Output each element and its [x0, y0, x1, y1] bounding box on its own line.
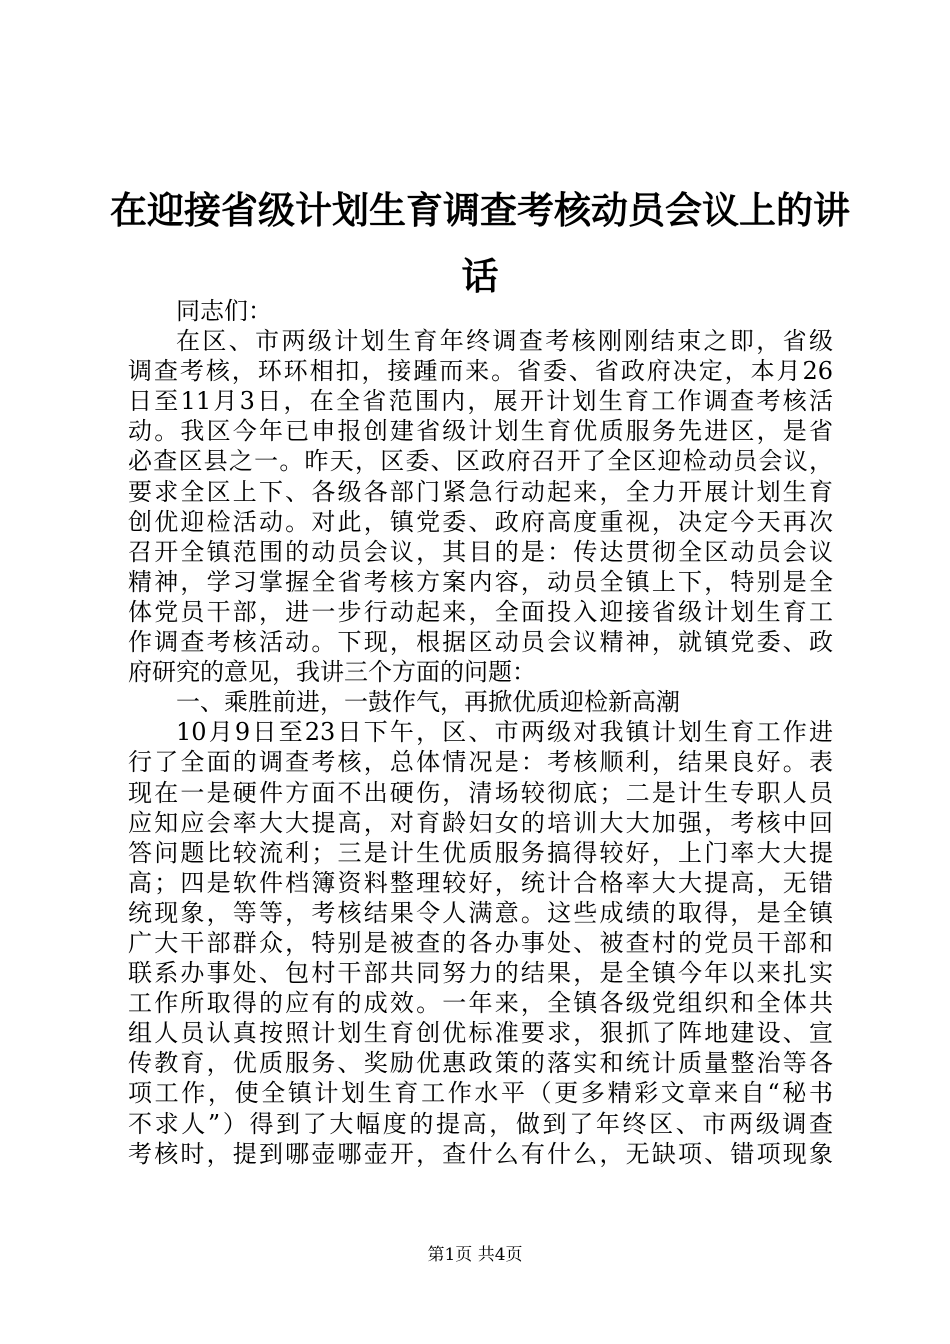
text-line: 广大干部群众，特别是被查的各办事处、被查村的党员干部和 [128, 928, 833, 957]
text-line: 考核时，提到哪壶哪壶开，查什么有什么，无缺项、错项现象 [128, 1139, 833, 1168]
document-title [110, 178, 850, 310]
text-line: 府研究的意见，我讲三个方面的问题： [128, 658, 536, 687]
title-line-2: 话 [461, 255, 499, 298]
text-line: 高；四是软件档簿资料整理较好，统计合格率大大提高，无错 [128, 868, 833, 897]
page-footer: 第1页 共4页 [427, 1245, 523, 1265]
text-line: 行了全面的调查考核，总体情况是：考核顺利，结果良好。表 [128, 748, 833, 777]
text-line: 日至11月3日，在全省范围内，展开计划生育工作调查考核活 [128, 387, 833, 416]
text-line: 不求人”）得到了大幅度的提高，做到了年终区、市两级调查 [128, 1109, 833, 1138]
text-line: 10月9日至23日下午，区、市两级对我镇计划生育工作进 [176, 718, 833, 747]
text-line: 精神，学习掌握全省考核方案内容，动员全镇上下，特别是全 [128, 567, 833, 596]
text-line: 动。我区今年已申报创建省级计划生育优质服务先进区，是省 [128, 417, 833, 446]
text-line: 统现象，等等，考核结果令人满意。这些成绩的取得，是全镇 [128, 898, 833, 927]
text-line: 现在一是硬件方面不出硬伤，清场较彻底；二是计生专职人员 [128, 778, 833, 807]
title-line-1: 在迎接省级计划生育调查考核动员会议上的讲 [110, 189, 850, 232]
text-line: 一、乘胜前进，一鼓作气，再掀优质迎检新高潮 [176, 688, 680, 717]
text-line: 要求全区上下、各级各部门紧急行动起来，全力开展计划生育 [128, 477, 833, 506]
text-line: 召开全镇范围的动员会议，其目的是：传达贯彻全区动员会议 [128, 537, 833, 566]
document-body [128, 296, 833, 1169]
text-line: 项工作，使全镇计划生育工作水平（更多精彩文章来自“秘书 [128, 1079, 833, 1108]
text-line: 答问题比较流利；三是计生优质服务搞得较好，上门率大大提 [128, 838, 833, 867]
text-line: 作调查考核活动。下现，根据区动员会议精神，就镇党委、政 [128, 628, 833, 657]
text-line: 联系办事处、包村干部共同努力的结果，是全镇今年以来扎实 [128, 959, 833, 988]
text-line: 工作所取得的应有的成效。一年来，全镇各级党组织和全体共 [128, 989, 833, 1018]
text-line: 体党员干部，进一步行动起来，全面投入迎接省级计划生育工 [128, 597, 833, 626]
text-line: 组人员认真按照计划生育创优标准要求，狠抓了阵地建设、宣 [128, 1019, 833, 1048]
text-line: 传教育，优质服务、奖励优惠政策的落实和统计质量整治等各 [128, 1049, 833, 1078]
text-line: 调查考核，环环相扣，接踵而来。省委、省政府决定，本月26 [128, 357, 833, 386]
text-line: 必查区县之一。昨天，区委、区政府召开了全区迎检动员会议， [128, 447, 833, 476]
text-line: 创优迎检活动。对此，镇党委、政府高度重视，决定今天再次 [128, 507, 833, 536]
text-line: 在区、市两级计划生育年终调查考核刚刚结束之即，省级 [176, 327, 833, 356]
text-line: 应知应会率大大提高，对育龄妇女的培训大大加强，考核中回 [128, 808, 833, 837]
text-line: 同志们： [176, 297, 272, 325]
